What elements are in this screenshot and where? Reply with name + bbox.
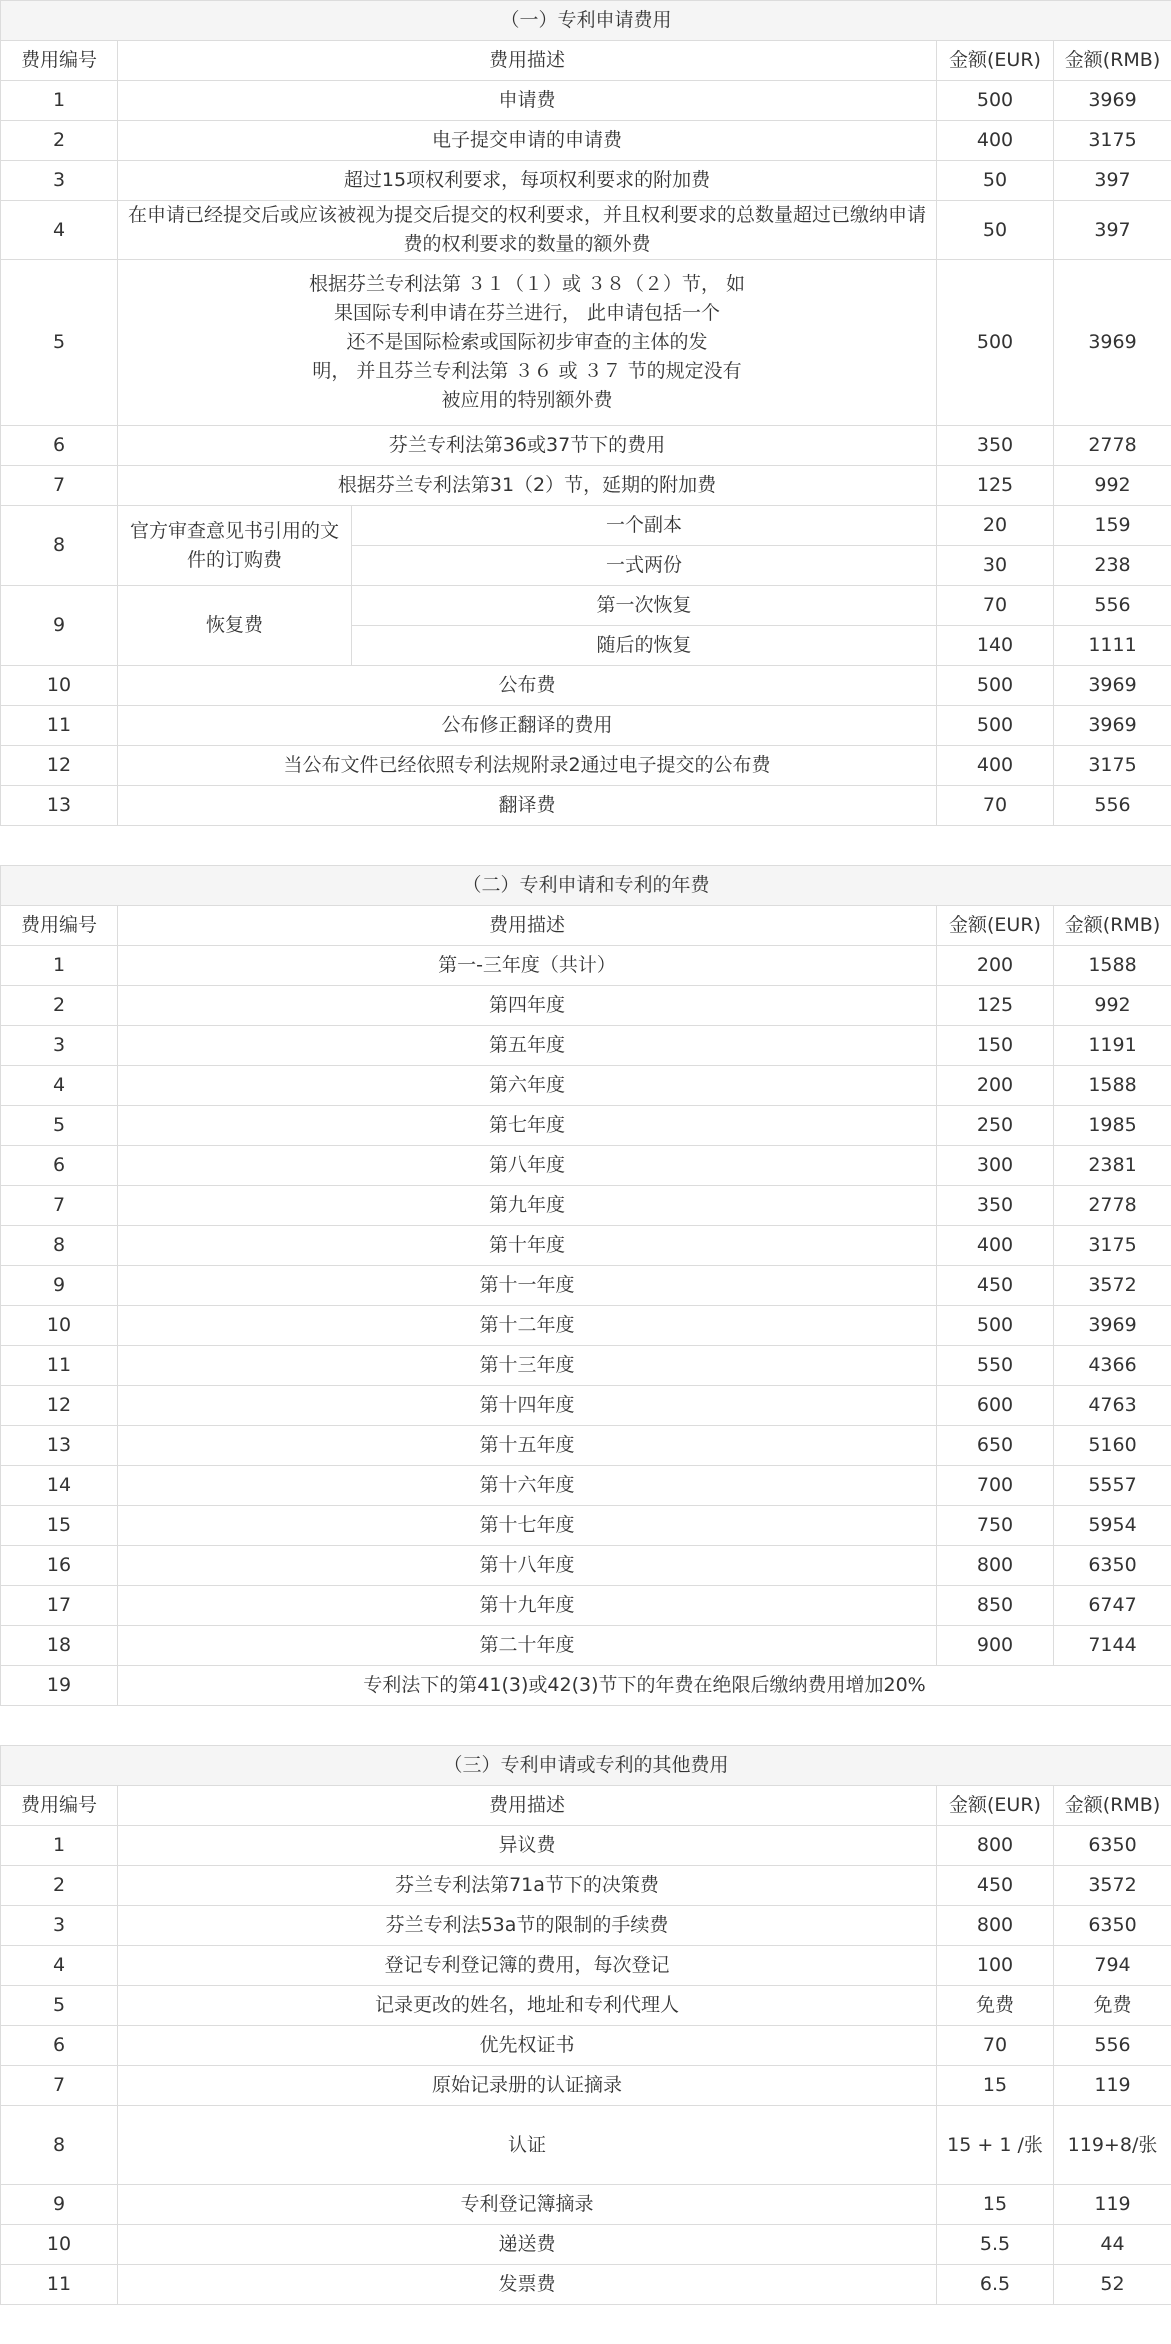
fee-rmb: 3572 [1054, 1266, 1171, 1306]
fee-desc: 第九年度 [118, 1186, 937, 1226]
fee-desc: 第一-三年度（共计） [118, 946, 937, 986]
fee-rmb: 2778 [1054, 1186, 1171, 1226]
fee-eur: 500 [937, 260, 1054, 426]
header-row [1, 906, 1171, 946]
fee-rmb: 1191 [1054, 1026, 1171, 1066]
fee-eur: 700 [937, 1466, 1054, 1506]
fee-code: 11 [1, 706, 118, 746]
section-spacer [1, 1706, 1171, 1746]
fee-eur: 50 [937, 161, 1054, 201]
fee-desc: 异议费 [118, 1826, 937, 1866]
fee-group-desc: 恢复费 [118, 586, 352, 666]
fee-desc: 第七年度 [118, 1106, 937, 1146]
fee-desc: 第十年度 [118, 1226, 937, 1266]
fee-rmb: 3969 [1054, 666, 1171, 706]
header-code: 费用编号 [1, 41, 118, 81]
fee-rmb: 7144 [1054, 1626, 1171, 1666]
fee-eur: 400 [937, 121, 1054, 161]
fee-desc: 超过15项权利要求，每项权利要求的附加费 [118, 161, 937, 201]
fee-code: 6 [1, 2026, 118, 2066]
fee-desc-line: 根据芬兰专利法第 ３１（１）或 ３８（２）节， 如 [308, 273, 746, 295]
table-row [1, 666, 1171, 706]
fee-code: 10 [1, 666, 118, 706]
table-row [1, 161, 1171, 201]
fee-desc: 记录更改的姓名，地址和专利代理人 [118, 1986, 937, 2026]
fee-eur: 15 + 1 /张 [937, 2106, 1054, 2185]
fee-eur: 800 [937, 1546, 1054, 1586]
table-row [1, 2225, 1171, 2265]
fee-group-desc: 官方审查意见书引用的文件的订购费 [118, 506, 352, 586]
fee-desc: 公布费 [118, 666, 937, 706]
fee-rmb: 2778 [1054, 426, 1171, 466]
fee-eur: 125 [937, 986, 1054, 1026]
header-rmb: 金额(RMB) [1054, 1786, 1171, 1826]
fee-code: 1 [1, 81, 118, 121]
table-row [1, 2265, 1171, 2305]
fee-eur: 200 [937, 1066, 1054, 1106]
fee-eur: 250 [937, 1106, 1054, 1146]
fee-sub-desc: 第一次恢复 [352, 586, 937, 626]
fee-rmb: 119+8/张 [1054, 2106, 1171, 2185]
fee-code: 18 [1, 1626, 118, 1666]
fee-rmb: 3175 [1054, 121, 1171, 161]
fee-desc: 第十六年度 [118, 1466, 937, 1506]
section-title: （二）专利申请和专利的年费 [1, 866, 1171, 906]
fee-rmb: 3175 [1054, 746, 1171, 786]
header-eur: 金额(EUR) [937, 41, 1054, 81]
fee-rmb: 6350 [1054, 1546, 1171, 1586]
fee-code: 14 [1, 1466, 118, 1506]
fee-desc: 递送费 [118, 2225, 937, 2265]
fee-code: 9 [1, 586, 118, 666]
table-row [1, 2185, 1171, 2225]
table-row [1, 1626, 1171, 1666]
fee-eur: 400 [937, 1226, 1054, 1266]
fee-code: 5 [1, 260, 118, 426]
fee-rmb: 2381 [1054, 1146, 1171, 1186]
fee-desc: 优先权证书 [118, 2026, 937, 2066]
table-row [1, 1266, 1171, 1306]
table-row [1, 466, 1171, 506]
fee-rmb: 5557 [1054, 1466, 1171, 1506]
fee-rmb: 44 [1054, 2225, 1171, 2265]
fee-eur: 20 [937, 506, 1054, 546]
fee-desc: 当公布文件已经依照专利法规附录2通过电子提交的公布费 [118, 746, 937, 786]
fee-rmb: 556 [1054, 2026, 1171, 2066]
fee-rmb: 397 [1054, 201, 1171, 260]
table-row [1, 1146, 1171, 1186]
fee-rmb: 3969 [1054, 1306, 1171, 1346]
fee-code: 5 [1, 1986, 118, 2026]
table-row [1, 1346, 1171, 1386]
fee-desc: 申请费 [118, 81, 937, 121]
header-rmb: 金额(RMB) [1054, 906, 1171, 946]
fee-rmb: 119 [1054, 2066, 1171, 2106]
fee-rmb: 159 [1054, 506, 1171, 546]
fee-eur: 100 [937, 1946, 1054, 1986]
table-row [1, 746, 1171, 786]
fee-eur: 免费 [937, 1986, 1054, 2026]
section-title: （一）专利申请费用 [1, 1, 1171, 41]
fee-rmb: 119 [1054, 2185, 1171, 2225]
fee-rmb: 992 [1054, 466, 1171, 506]
table-row [1, 706, 1171, 746]
table-row [1, 786, 1171, 826]
header-desc: 费用描述 [118, 1786, 937, 1826]
fee-code: 4 [1, 1066, 118, 1106]
fee-rmb: 1588 [1054, 1066, 1171, 1106]
fee-code: 2 [1, 986, 118, 1026]
table-row [1, 1306, 1171, 1346]
fee-eur: 15 [937, 2066, 1054, 2106]
header-row [1, 1786, 1171, 1826]
fee-code: 10 [1, 2225, 118, 2265]
fee-desc: 第十九年度 [118, 1586, 937, 1626]
fee-desc-line: 明， 并且芬兰专利法第 ３６ 或 ３７ 节的规定没有 [312, 360, 742, 382]
header-code: 费用编号 [1, 1786, 118, 1826]
fee-code: 3 [1, 161, 118, 201]
fee-desc-line: 被应用的特别额外费 [441, 389, 613, 411]
fee-desc: 电子提交申请的申请费 [118, 121, 937, 161]
header-eur: 金额(EUR) [937, 1786, 1054, 1826]
fee-code: 17 [1, 1586, 118, 1626]
fee-code: 16 [1, 1546, 118, 1586]
table-row [1, 201, 1171, 260]
fee-code: 11 [1, 2265, 118, 2305]
table-row [1, 1226, 1171, 1266]
fee-rmb: 1985 [1054, 1106, 1171, 1146]
table-row [1, 1546, 1171, 1586]
table-row [1, 1946, 1171, 1986]
table-row [1, 1986, 1171, 2026]
fee-desc: 第十八年度 [118, 1546, 937, 1586]
fee-desc: 在申请已经提交后或应该被视为提交后提交的权利要求，并且权利要求的总数量超过已缴纳申请费的权利要求的数量的额外费 [118, 201, 937, 260]
fee-eur: 500 [937, 1306, 1054, 1346]
table-row [1, 426, 1171, 466]
fee-code: 12 [1, 746, 118, 786]
fee-code: 11 [1, 1346, 118, 1386]
fee-eur: 70 [937, 786, 1054, 826]
fee-eur: 50 [937, 201, 1054, 260]
fee-rmb: 4366 [1054, 1346, 1171, 1386]
fee-eur: 30 [937, 546, 1054, 586]
fee-desc-line: 果国际专利申请在芬兰进行， 此申请包括一个 [333, 302, 721, 324]
table-row [1, 1586, 1171, 1626]
fee-eur: 550 [937, 1346, 1054, 1386]
fee-desc: 第十五年度 [118, 1426, 937, 1466]
fee-rmb: 3572 [1054, 1866, 1171, 1906]
fee-eur: 500 [937, 81, 1054, 121]
fee-rmb: 6350 [1054, 1906, 1171, 1946]
table-row [1, 1066, 1171, 1106]
fee-eur: 450 [937, 1266, 1054, 1306]
fee-rmb: 6747 [1054, 1586, 1171, 1626]
fee-eur: 650 [937, 1426, 1054, 1466]
fee-desc: 芬兰专利法第36或37节下的费用 [118, 426, 937, 466]
fee-code: 2 [1, 1866, 118, 1906]
fee-desc: 第十七年度 [118, 1506, 937, 1546]
fee-desc: 第八年度 [118, 1146, 937, 1186]
fee-desc: 第十一年度 [118, 1266, 937, 1306]
table-row [1, 1666, 1171, 1706]
section-title-row [1, 1746, 1171, 1786]
fee-rmb: 3969 [1054, 706, 1171, 746]
fee-eur: 15 [937, 2185, 1054, 2225]
table-row [1, 260, 1171, 426]
fee-desc: 第四年度 [118, 986, 937, 1026]
fee-eur: 500 [937, 706, 1054, 746]
fee-code: 13 [1, 1426, 118, 1466]
table-row [1, 1466, 1171, 1506]
fee-eur: 6.5 [937, 2265, 1054, 2305]
fee-desc: 第五年度 [118, 1026, 937, 1066]
fee-desc: 根据芬兰专利法第31（2）节，延期的附加费 [118, 466, 937, 506]
fee-desc: 发票费 [118, 2265, 937, 2305]
fee-rmb: 397 [1054, 161, 1171, 201]
fee-code: 4 [1, 1946, 118, 1986]
fee-code: 6 [1, 1146, 118, 1186]
fee-code: 13 [1, 786, 118, 826]
fee-code: 9 [1, 2185, 118, 2225]
fee-desc-line: 还不是国际检索或国际初步审查的主体的发 [346, 331, 708, 353]
header-desc: 费用描述 [118, 906, 937, 946]
header-rmb: 金额(RMB) [1054, 41, 1171, 81]
fee-rmb: 556 [1054, 786, 1171, 826]
table-row [1, 506, 1171, 546]
fee-rmb: 5160 [1054, 1426, 1171, 1466]
fee-code: 10 [1, 1306, 118, 1346]
fee-eur: 150 [937, 1026, 1054, 1066]
table-row [1, 586, 1171, 626]
section-title-row [1, 866, 1171, 906]
table-row [1, 2026, 1171, 2066]
fee-desc: 翻译费 [118, 786, 937, 826]
fee-eur: 70 [937, 586, 1054, 626]
table-row [1, 946, 1171, 986]
fee-rmb: 1588 [1054, 946, 1171, 986]
fee-desc: 专利登记簿摘录 [118, 2185, 937, 2225]
fee-rmb: 免费 [1054, 1986, 1171, 2026]
fee-eur: 800 [937, 1826, 1054, 1866]
fee-eur: 600 [937, 1386, 1054, 1426]
header-code: 费用编号 [1, 906, 118, 946]
table-row [1, 1186, 1171, 1226]
fee-rmb: 1111 [1054, 626, 1171, 666]
fee-rmb: 3969 [1054, 81, 1171, 121]
fee-eur: 900 [937, 1626, 1054, 1666]
table-row [1, 1906, 1171, 1946]
table-row [1, 1386, 1171, 1426]
fee-rmb: 52 [1054, 2265, 1171, 2305]
fee-desc: 芬兰专利法第71a节下的决策费 [118, 1866, 937, 1906]
fee-code: 19 [1, 1666, 118, 1706]
fee-desc: 第十三年度 [118, 1346, 937, 1386]
fee-eur: 750 [937, 1506, 1054, 1546]
fee-rmb: 6350 [1054, 1826, 1171, 1866]
fee-sub-desc: 随后的恢复 [352, 626, 937, 666]
section-title-row [1, 1, 1171, 41]
fee-eur: 300 [937, 1146, 1054, 1186]
fee-sub-desc: 一式两份 [352, 546, 937, 586]
fee-code: 8 [1, 2106, 118, 2185]
header-desc: 费用描述 [118, 41, 937, 81]
fee-rmb: 3175 [1054, 1226, 1171, 1266]
fee-desc: 芬兰专利法53a节的限制的手续费 [118, 1906, 937, 1946]
fee-rmb: 4763 [1054, 1386, 1171, 1426]
fee-code: 3 [1, 1906, 118, 1946]
fee-rmb: 3969 [1054, 260, 1171, 426]
fee-eur: 140 [937, 626, 1054, 666]
fee-rmb: 238 [1054, 546, 1171, 586]
fee-desc [118, 260, 937, 426]
fee-rmb: 5954 [1054, 1506, 1171, 1546]
fee-desc: 原始记录册的认证摘录 [118, 2066, 937, 2106]
fee-code: 2 [1, 121, 118, 161]
fee-code: 4 [1, 201, 118, 260]
fee-code: 9 [1, 1266, 118, 1306]
fee-code: 3 [1, 1026, 118, 1066]
fee-code: 7 [1, 2066, 118, 2106]
table-row [1, 1426, 1171, 1466]
fee-code: 1 [1, 1826, 118, 1866]
fee-sub-desc: 一个副本 [352, 506, 937, 546]
fee-code: 1 [1, 946, 118, 986]
fee-eur: 500 [937, 666, 1054, 706]
table-row [1, 1826, 1171, 1866]
fee-eur: 800 [937, 1906, 1054, 1946]
fee-desc: 第六年度 [118, 1066, 937, 1106]
table-row [1, 121, 1171, 161]
fee-code: 15 [1, 1506, 118, 1546]
table-row [1, 81, 1171, 121]
section-spacer [1, 826, 1171, 866]
fee-rmb: 992 [1054, 986, 1171, 1026]
table-row [1, 1866, 1171, 1906]
fee-desc: 公布修正翻译的费用 [118, 706, 937, 746]
fee-eur: 850 [937, 1586, 1054, 1626]
fee-code: 8 [1, 1226, 118, 1266]
table-row [1, 1506, 1171, 1546]
fee-eur: 200 [937, 946, 1054, 986]
table-row [1, 1106, 1171, 1146]
fee-eur: 450 [937, 1866, 1054, 1906]
section-title: （三）专利申请或专利的其他费用 [1, 1746, 1171, 1786]
fee-desc: 认证 [118, 2106, 937, 2185]
fee-desc: 第二十年度 [118, 1626, 937, 1666]
fee-code: 6 [1, 426, 118, 466]
fee-eur: 350 [937, 426, 1054, 466]
fee-desc: 登记专利登记簿的费用，每次登记 [118, 1946, 937, 1986]
fee-code: 8 [1, 506, 118, 586]
fee-code: 7 [1, 466, 118, 506]
fee-eur: 125 [937, 466, 1054, 506]
header-row [1, 41, 1171, 81]
fee-code: 12 [1, 1386, 118, 1426]
fee-eur: 70 [937, 2026, 1054, 2066]
fee-rmb: 556 [1054, 586, 1171, 626]
fee-rmb: 794 [1054, 1946, 1171, 1986]
fee-eur: 400 [937, 746, 1054, 786]
fee-desc: 第十二年度 [118, 1306, 937, 1346]
table-row [1, 986, 1171, 1026]
fee-code: 7 [1, 1186, 118, 1226]
fee-eur: 5.5 [937, 2225, 1054, 2265]
table-row [1, 2106, 1171, 2185]
fee-desc: 第十四年度 [118, 1386, 937, 1426]
fee-desc: 专利法下的第41(3)或42(3)节下的年费在绝限后缴纳费用增加20% [118, 1666, 1171, 1706]
fee-eur: 350 [937, 1186, 1054, 1226]
header-eur: 金额(EUR) [937, 906, 1054, 946]
table-row [1, 2066, 1171, 2106]
table-row [1, 1026, 1171, 1066]
fee-code: 5 [1, 1106, 118, 1146]
